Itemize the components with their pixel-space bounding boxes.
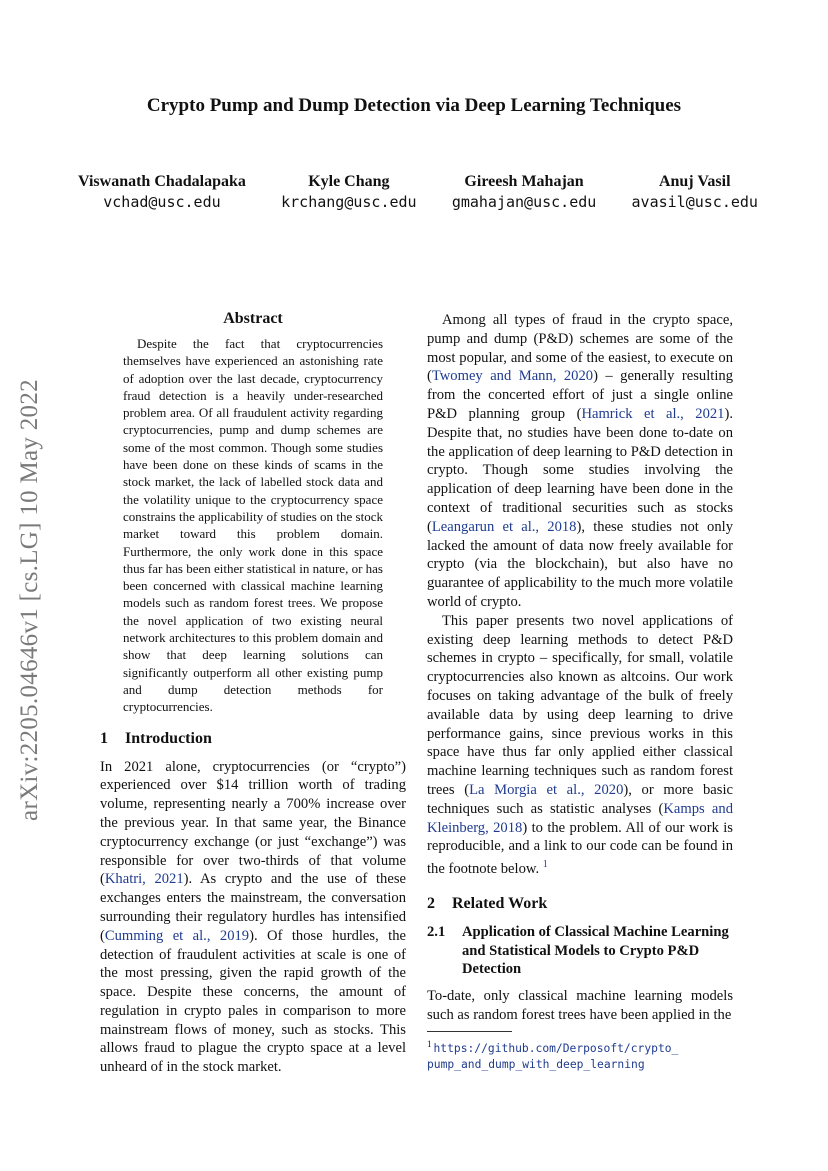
citation-link[interactable]: La Morgia et al., 2020 <box>469 781 624 798</box>
author-name: Viswanath Chadalapaka <box>78 173 246 190</box>
author-email: krchang@usc.edu <box>281 193 417 211</box>
citation-link[interactable]: Leangarun et al., 2018 <box>431 518 577 535</box>
citation-link[interactable]: Kamps and Kleinberg, 2018 <box>427 800 733 836</box>
author <box>78 172 246 213</box>
author-email: avasil@usc.edu <box>631 193 758 211</box>
intro-paragraph-1: In 2021 alone, cryptocurrencies (or “crypto”) experienced over $14 trillion worth of trading volume, representing nearly a 700% increase over the previous year. In that same year, the Binance cryptocurrency exchange (or just “exchange”) was responsible for over two-thirds of that volume (Khatri, 2021). As crypto and the use of these exchanges enters the mainstream, the conversation surrounding their regulatory hurdles has intensified (Cumming et al., 2019). Of those hurdles, the detection of fraudulent activities at scale is one of the most pressing, given the rapid growth of the space. Despite these concerns, the amount of regulation in crypto pales in comparison to more mainstream flows of money, such as stocks. This allows fraud to plague the crypto space at a level unheard of in the stock market. <box>100 758 406 1076</box>
footnote-reference[interactable]: 1 <box>542 859 548 871</box>
section-title: Introduction <box>125 729 212 747</box>
author-list <box>78 172 758 213</box>
right-column <box>427 311 733 1025</box>
intro-paragraph-3: This paper presents two novel applications of existing deep learning methods to detect P&D schemes in crypto – specifically, for small, volatile cryptocurrencies also known as altcoins. Our work focuses on taking advantage of the bulk of freely available data by using deep learning to drive performance gains, since previous works in this space have thus far only applied either classical machine learning techniques such as random forest trees (La Morgia et al., 2020), or more basic techniques such as statistic analyses (Kamps and Kleinberg, 2018) to the problem. All of our work is reproducible, and a link to our code can be found in the footnote below. $^1$ <box>427 612 733 877</box>
footnote-line <box>427 1057 747 1073</box>
related-paragraph-1: To-date, only classical machine learning models such as random forest trees have been applied in the <box>427 988 733 1023</box>
author-name: Kyle Chang <box>308 173 390 190</box>
section-heading-related-work <box>427 895 733 913</box>
paper-title: Crypto Pump and Dump Detection via Deep Learning Techniques <box>146 95 682 116</box>
author-email: vchad@usc.edu <box>103 193 221 211</box>
subsection-title: Application of Classical Machine Learning and Statistical Models to Crypto P&D Detection <box>462 923 729 978</box>
citation-link[interactable]: Hamrick et al., 2021 <box>581 405 725 422</box>
abstract-text: Despite the fact that cryptocurrencies themselves have experienced an astonishing rate of adoption over the last decade, cryptocurrency fraud detection is a heavily under-researched problem area. Of all fraudulent activity regarding cryptocurrencies, pump and dump schemes are some of the most common. Though some studies have been done on these kinds of scams in the stock market, the lack of labelled stock data and the volatility unique to the cryptocurrency space constrains the applicability of studies on the stock market toward this problem domain. Furthermore, the only work done in this space thus far has been either statistical in nature, or has been concerned with classical machine learning models such as random forest trees. We propose the novel application of two existing neural network architectures to this problem domain and show that deep learning solutions can significantly outperform all other existing pump and dump detection methods for cryptocurrencies. <box>123 336 383 715</box>
section-number: 1 <box>100 729 108 747</box>
footnote-divider <box>427 1031 512 1032</box>
footnote <box>427 1036 747 1073</box>
footnote-mark: 1 <box>427 1039 432 1049</box>
subsection-heading <box>427 923 733 979</box>
section-title: Related Work <box>452 894 548 912</box>
author-name: Gireesh Mahajan <box>464 173 584 190</box>
author-name: Anuj Vasil <box>658 173 731 190</box>
author <box>632 172 758 213</box>
section-heading-introduction <box>100 730 406 748</box>
left-column <box>100 310 406 1077</box>
arxiv-sidebar <box>0 350 60 850</box>
arxiv-identifier: arXiv:2205.04646v1 [cs.LG] 10 May 2022 <box>16 379 43 821</box>
author <box>281 172 416 213</box>
citation-link[interactable]: Twomey and Mann, 2020 <box>431 368 594 385</box>
footnote-line <box>427 1036 747 1057</box>
citation-link[interactable]: Khatri, 2021 <box>104 871 184 888</box>
abstract-heading: Abstract <box>223 310 283 327</box>
author <box>452 172 597 213</box>
author-email: gmahajan@usc.edu <box>451 193 597 211</box>
section-number: 2 <box>427 894 435 912</box>
intro-paragraph-2: Among all types of fraud in the crypto space, pump and dump (P&D) schemes are some of the most popular, and some of the easiest, to execute on (Twomey and Mann, 2020) – generally resulting from the concerted effort of just a single online P&D planning group (Hamrick et al., 2021). Despite that, no studies have been done to-date on the application of deep learning to P&D detection in crypto. Though some studies involving the application of deep learning have been done in the context of traditional securities such as stocks (Leangarun et al., 2018), these studies not only lacked the amount of data now freely available for crypto (via the blockchain), but also have no guarantee of applicability to the much more volatile world of crypto. <box>427 312 733 610</box>
footnote-url-link[interactable]: https://github.com/Derposoft/crypto_ <box>433 1041 679 1055</box>
citation-link[interactable]: Cumming et al., 2019 <box>104 927 250 944</box>
footnote-url-link[interactable]: pump_and_dump_with_deep_learning <box>427 1057 645 1071</box>
subsection-number: 2.1 <box>427 923 446 940</box>
